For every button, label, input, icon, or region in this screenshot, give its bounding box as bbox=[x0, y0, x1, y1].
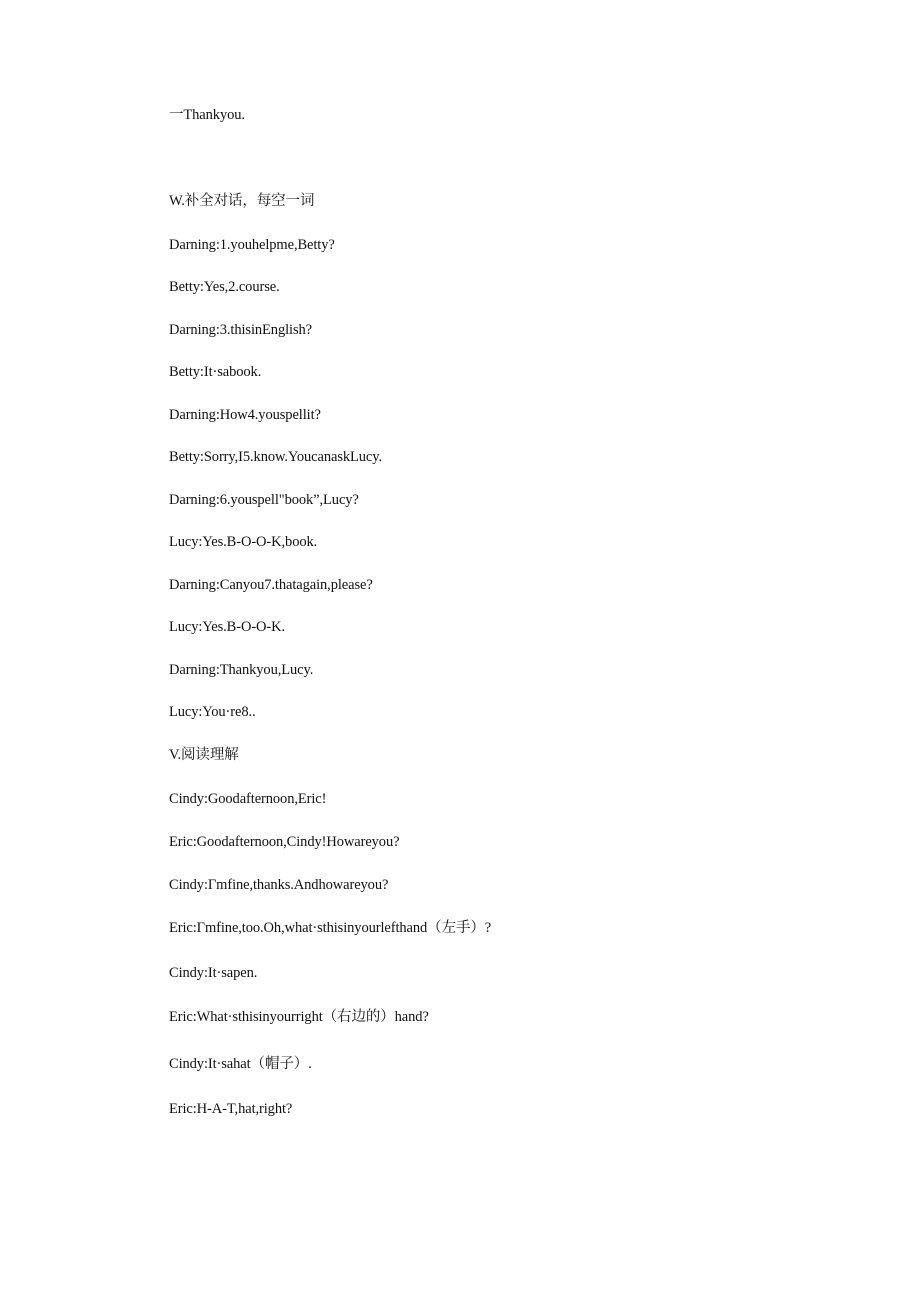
reading-line: Eric:Goodafternoon,Cindy!Howareyou? bbox=[169, 834, 400, 850]
dialogue-line: Darning:3.thisinEnglish? bbox=[169, 322, 312, 338]
dialogue-line: Darning:How4.youspellit? bbox=[169, 407, 321, 423]
dialogue-line: Darning:1.youhelpme,Betty? bbox=[169, 237, 335, 253]
dialogue-line: Lucy:Yes.B-O-O-K. bbox=[169, 619, 286, 635]
section-heading-complete-dialogue: W.补全对话，每空一词 bbox=[169, 193, 315, 209]
reading-line: Cindy:Goodafternoon,Eric! bbox=[169, 791, 327, 807]
reading-line: Cindy:It·sahat（帽子）. bbox=[169, 1056, 312, 1072]
reading-line: Eric:Γmfine,too.Oh,what·sthisinyourlefthand（左手）? bbox=[169, 920, 492, 936]
dialogue-line: Betty:Sorry,I5.know.YoucanaskLucy. bbox=[169, 449, 383, 465]
reading-line: Cindy:Γmfine,thanks.Andhowareyou? bbox=[169, 877, 389, 893]
reading-line: Eric:H-A-T,hat,right? bbox=[169, 1101, 293, 1117]
dialogue-line: Lucy:You·re8.. bbox=[169, 704, 256, 720]
dialogue-line: Betty:Yes,2.course. bbox=[169, 279, 280, 295]
dialogue-line: Darning:Thankyou,Lucy. bbox=[169, 662, 314, 678]
reading-line: Cindy:It·sapen. bbox=[169, 965, 258, 981]
line-thank-you: 一Thankyou. bbox=[169, 107, 245, 123]
dialogue-line: Betty:It·sabook. bbox=[169, 364, 262, 380]
dialogue-line: Lucy:Yes.B-O-O-K,book. bbox=[169, 534, 318, 550]
dialogue-line: Darning:Canyou7.thatagain,please? bbox=[169, 577, 373, 593]
reading-line: Eric:What·sthisinyourright（右边的）hand? bbox=[169, 1009, 429, 1025]
section-heading-reading: V.阅读理解 bbox=[169, 747, 239, 763]
dialogue-line: Darning:6.youspell"book”,Lucy? bbox=[169, 492, 359, 508]
